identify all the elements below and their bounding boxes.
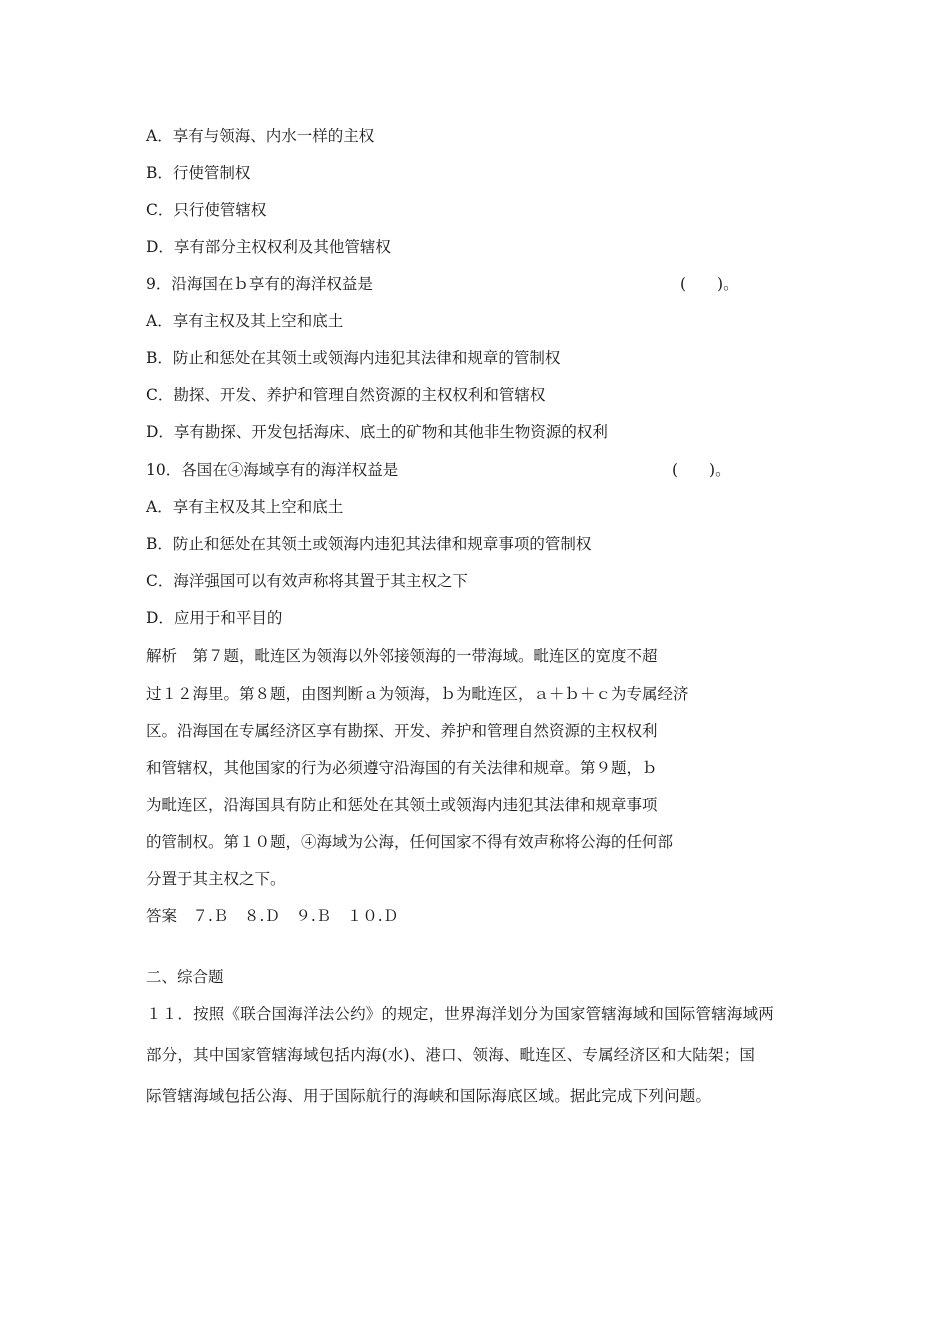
q11-line: １１．按照《联合国海洋法公约》的规定，世界海洋划分为国家管辖海域和国际管辖海域两 — [146, 1005, 775, 1023]
q8-option-a: A．享有与领海、内水一样的主权 — [146, 127, 375, 145]
section-title: 二、综合题 — [146, 968, 224, 986]
q8-option-d: D．享有部分主权权利及其他管辖权 — [146, 238, 391, 256]
q10-option-d: D．应用于和平目的 — [146, 609, 283, 627]
q8-option-b: B．行使管制权 — [146, 164, 251, 182]
q9-answer-bracket: ( )。 — [680, 275, 739, 293]
q10-option-c: C．海洋强国可以有效声称将其置于其主权之下 — [146, 572, 468, 590]
q10-option-b: B．防止和惩处在其领土或领海内违犯其法律和规章事项的管制权 — [146, 535, 592, 553]
q9-option-a: A．享有主权及其上空和底土 — [146, 312, 344, 330]
analysis-line: 解析 第７题，毗连区为领海以外邻接领海的一带海域。毗连区的宽度不超 — [146, 647, 658, 665]
q10-answer-bracket: ( )。 — [672, 461, 731, 479]
q10-stem: 10．各国在④海域享有的海洋权益是 — [146, 461, 399, 479]
q11-line: 际管辖海域包括公海、用于国际航行的海峡和国际海底区域。据此完成下列问题。 — [146, 1087, 712, 1105]
analysis-line: 和管辖权，其他国家的行为必须遵守沿海国的有关法律和规章。第９题，ｂ — [146, 759, 658, 777]
q9-option-c: C．勘探、开发、养护和管理自然资源的主权权利和管辖权 — [146, 386, 546, 404]
analysis-line: 区。沿海国在专属经济区享有勘探、开发、养护和管理自然资源的主权权利 — [146, 722, 658, 740]
q9-stem: 9．沿海国在ｂ享有的海洋权益是 — [146, 275, 373, 293]
q8-option-c: C．只行使管辖权 — [146, 201, 267, 219]
analysis-line: 分置于其主权之下。 — [146, 870, 286, 888]
analysis-line: 的管制权。第１０题，④海域为公海，任何国家不得有效声称将公海的任何部 — [146, 833, 674, 851]
q9-option-d: D．享有勘探、开发包括海床、底土的矿物和其他非生物资源的权利 — [146, 423, 608, 441]
analysis-line: 过１２海里。第８题，由图判断ａ为领海，ｂ为毗连区，ａ＋ｂ＋ｃ为专属经济 — [146, 685, 689, 703]
q11-line: 部分，其中国家管辖海域包括内海(水)、港口、领海、毗连区、专属经济区和大陆架；国 — [146, 1046, 756, 1064]
q10-option-a: A．享有主权及其上空和底土 — [146, 498, 344, 516]
answer-line: 答案 ７.Ｂ ８.Ｄ ９.Ｂ １０.Ｄ — [146, 907, 399, 925]
analysis-line: 为毗连区，沿海国具有防止和惩处在其领土或领海内违犯其法律和规章事项 — [146, 796, 658, 814]
q9-option-b: B．防止和惩处在其领土或领海内违犯其法律和规章的管制权 — [146, 349, 561, 367]
